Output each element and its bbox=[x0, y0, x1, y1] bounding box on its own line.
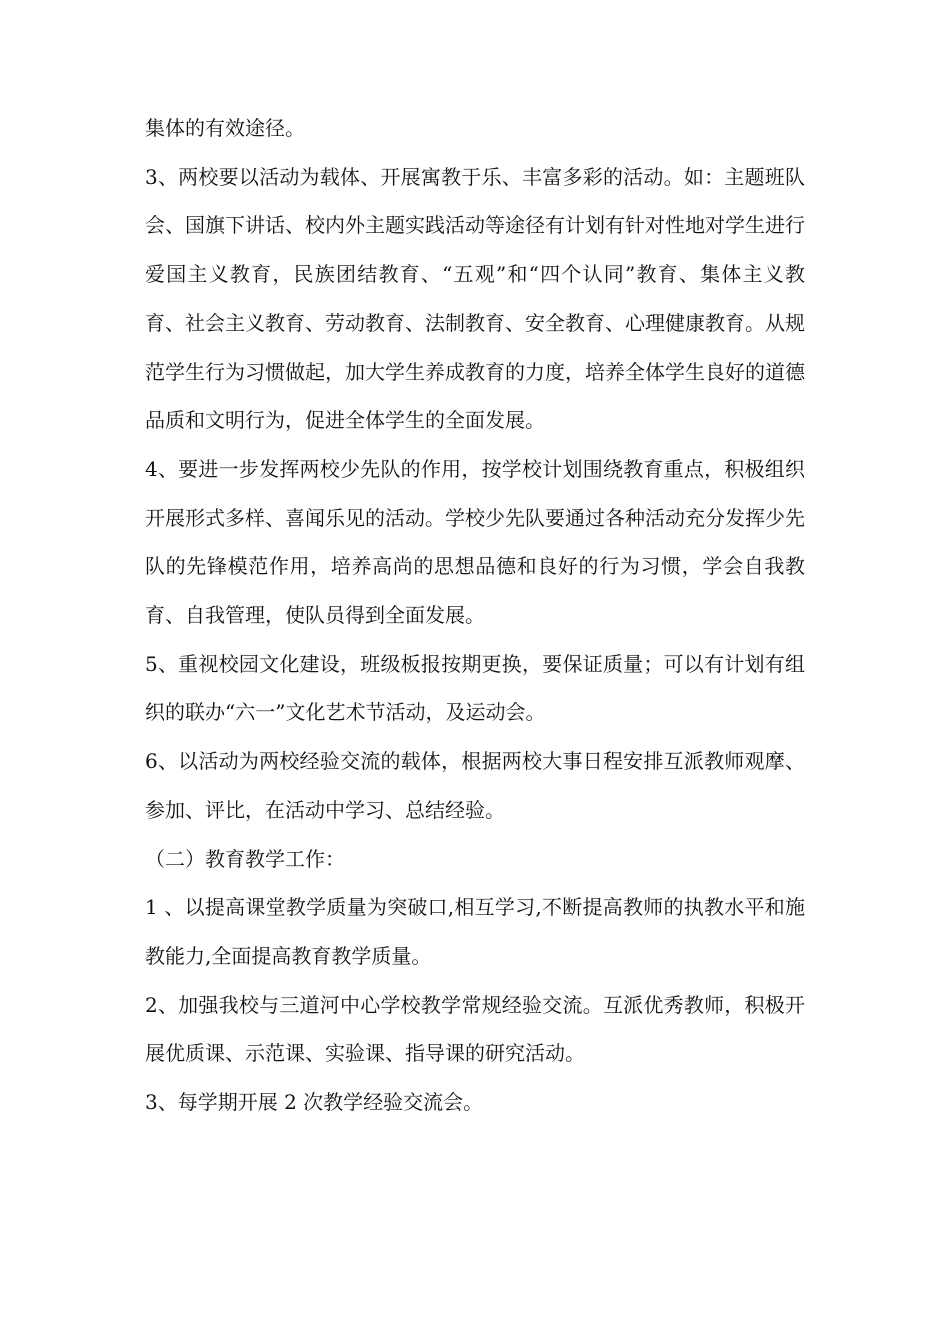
paragraph-teaching-item-1: 1 、以提高课堂教学质量为突破口,相互学习,不断提高教师的执教水平和施教能力,全面提高教育教学质量。 bbox=[145, 895, 805, 968]
paragraph-item-5-campus-culture: 5、重视校园文化建设，班级板报按期更换，要保证质量；可以有计划有组织的联办“六一”文化艺术节活动，及运动会。 bbox=[145, 651, 805, 725]
document-body bbox=[145, 104, 805, 1127]
paragraph-item-3-activities: 3、两校要以活动为载体、开展寓教于乐、丰富多彩的活动。如：主题班队会、国旗下讲话、校内外主题实践活动等途径有计划有针对性地对学生进行爱国主义教育，民族团结教育、“五观”和“四个认同”教育、集体主义教育、社会主义教育、劳动教育、法制教育、安全教育、心理健康教育。从规范学生行为习惯做起，加大学生养成教育的力度，培养全体学生良好的道德品质和文明行为，促进全体学生的全面发展。 bbox=[145, 164, 805, 433]
paragraph-continuation: 集体的有效途径。 bbox=[145, 116, 305, 140]
paragraph-teaching-item-3: 3、每学期开展 2 次教学经验交流会。 bbox=[145, 1090, 484, 1115]
section-heading-teaching: （二）教育教学工作： bbox=[145, 846, 345, 871]
paragraph-teaching-item-2: 2、加强我校与三道河中心学校教学常规经验交流。互派优秀教师，积极开展优质课、示范课、实验课、指导课的研究活动。 bbox=[145, 992, 805, 1066]
paragraph-item-6-exchange: 6、以活动为两校经验交流的载体，根据两校大事日程安排互派教师观摩、参加、评比，在活动中学习、总结经验。 bbox=[145, 749, 805, 822]
paragraph-item-4-young-pioneers: 4、要进一步发挥两校少先队的作用，按学校计划围绕教育重点，积极组织开展形式多样、喜闻乐见的活动。学校少先队要通过各种活动充分发挥少先队的先锋模范作用，培养高尚的思想品德和良好的行为习惯，学会自我教育、自我管理，使队员得到全面发展。 bbox=[145, 456, 805, 628]
